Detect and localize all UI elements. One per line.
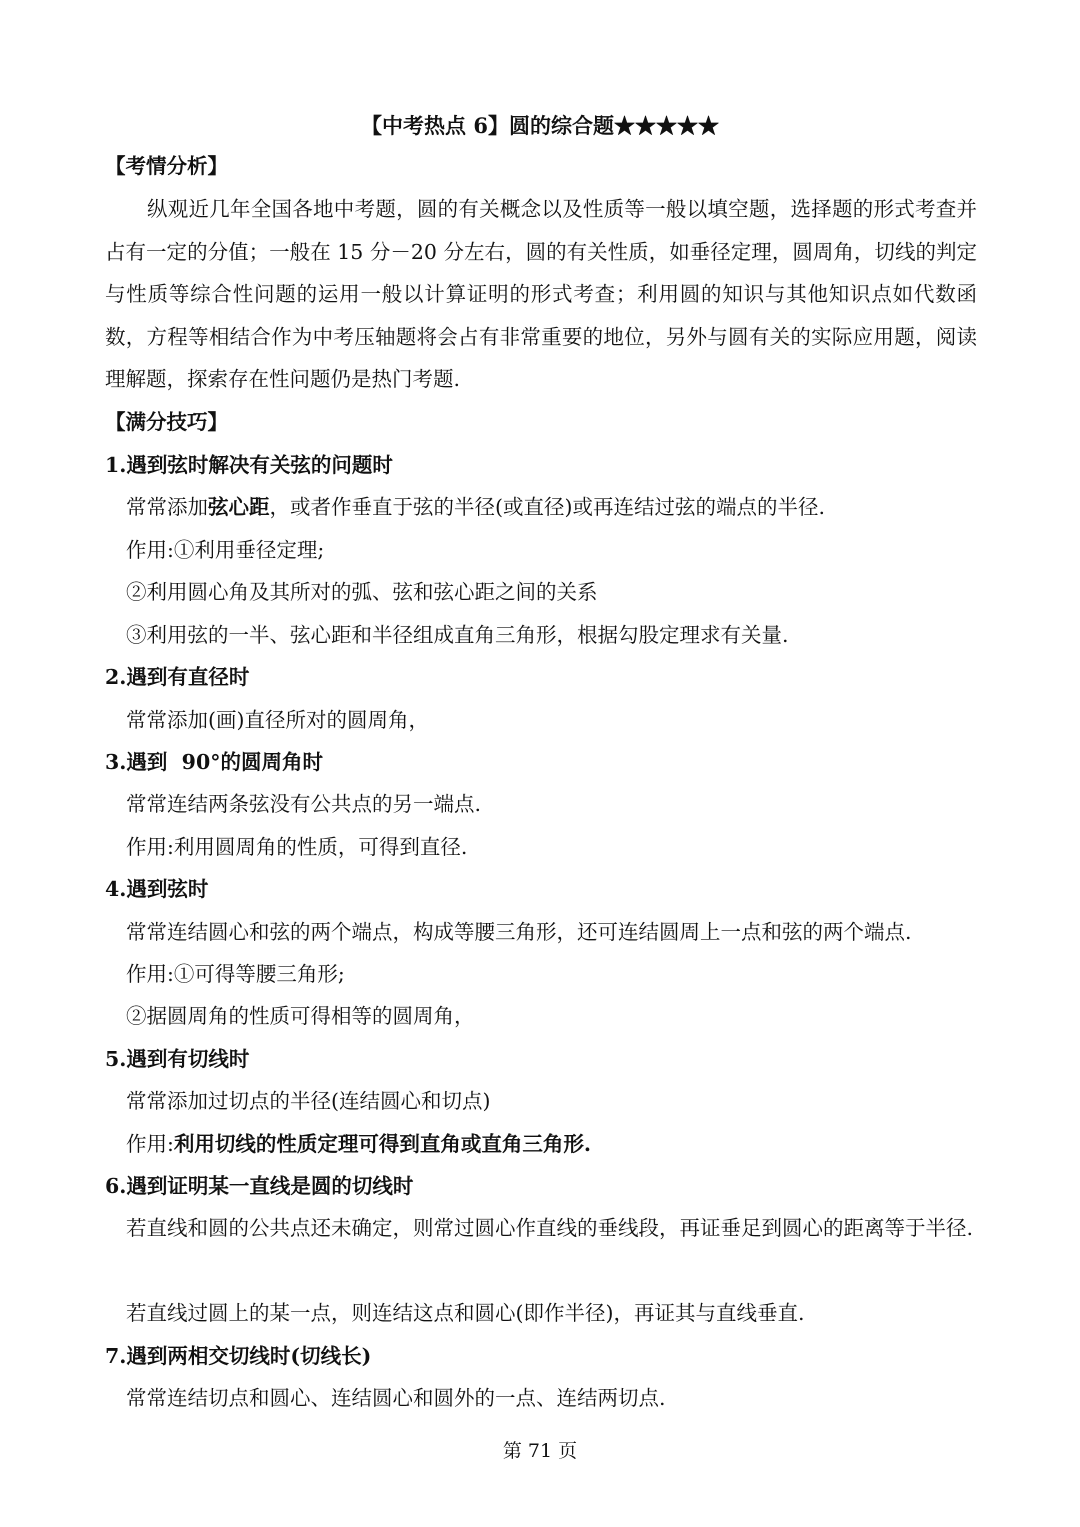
- analysis-paragraph: 纵观近几年全国各地中考题，圆的有关概念以及性质等一般以填空题，选择题的形式考查并占有一定的分值；一般在 15 分－20 分左右，圆的有关性质，如垂径定理，圆周角，切线的判定与性质等综合性问题的运用一般以计算证明的形式考查；利用圆的知识与其他知识点如代数函数，方程等相结合作为中考压轴题将会占有非常重要的地位，另外与圆有关的实际应用题，阅读理解题，探索存在性问题仍是热门考题.: [105, 197, 977, 391]
- skill-1-line-3: ②利用圆心角及其所对的弧、弦和弦心距之间的关系: [126, 580, 598, 604]
- analysis-heading: 【考情分析】: [105, 154, 228, 178]
- skill-3-line-1: 常常连结两条弦没有公共点的另一端点.: [126, 792, 482, 816]
- skill-5-line-2b: 利用切线的性质定理可得到直角或直角三角形.: [173, 1132, 592, 1156]
- skill-7-line-1: 常常连结切点和圆心、连结圆心和圆外的一点、连结两切点.: [126, 1386, 666, 1410]
- skill-4-line-3: ②据圆周角的性质可得相等的圆周角，: [126, 1004, 475, 1028]
- skill-1-line-1c: ，或者作垂直于弦的半径(或直径)或再连结过弦的端点的半径.: [269, 495, 826, 519]
- skill-1-title: 1.遇到弦时解决有关弦的问题时: [105, 453, 393, 477]
- skill-4-title: 4.遇到弦时: [105, 877, 209, 901]
- skill-1-line-4: ③利用弦的一半、弦心距和半径组成直角三角形，根据勾股定理求有关量.: [126, 623, 789, 647]
- skill-5-line-2a: 作用:: [126, 1132, 174, 1156]
- skill-1-line-2: 作用:①利用垂径定理;: [126, 538, 325, 562]
- page-number: 第 71 页: [502, 1440, 578, 1462]
- skill-4-line-1: 常常连结圆心和弦的两个端点，构成等腰三角形，还可连结圆周上一点和弦的两个端点.: [126, 920, 912, 944]
- skill-6-line-2: 若直线过圆上的某一点，则连结这点和圆心(即作半径)，再证其与直线垂直.: [126, 1301, 805, 1325]
- skill-5-line-1: 常常添加过切点的半径(连结圆心和切点): [126, 1089, 491, 1113]
- skill-5-title: 5.遇到有切线时: [105, 1047, 250, 1071]
- skill-5-line-2: [126, 1130, 591, 1158]
- skill-1-line-1: [126, 493, 825, 521]
- skill-7-title: 7.遇到两相交切线时(切线长): [105, 1344, 372, 1368]
- skill-1-line-1a: 常常添加: [126, 495, 208, 519]
- skill-2-line-1: 常常添加(画)直径所对的圆周角，: [126, 708, 429, 732]
- skills-heading: 【满分技巧】: [105, 410, 228, 434]
- skill-3-line-2: 作用:利用圆周角的性质，可得到直径.: [126, 835, 468, 859]
- skill-1-keyword: 弦心距: [208, 495, 270, 519]
- page-title: 【中考热点 6】圆的综合题★★★★★: [361, 113, 719, 138]
- skill-6-title: 6.遇到证明某一直线是圆的切线时: [105, 1174, 414, 1198]
- skill-4-line-2: 作用:①可得等腰三角形;: [126, 962, 345, 986]
- skill-2-title: 2.遇到有直径时: [105, 665, 250, 689]
- skill-3-title: 3.遇到 90°的圆周角时: [105, 750, 323, 774]
- skill-6-paragraph: 若直线和圆的公共点还未确定，则常过圆心作直线的垂线段，再证垂足到圆心的距离等于半径.: [126, 1216, 974, 1240]
